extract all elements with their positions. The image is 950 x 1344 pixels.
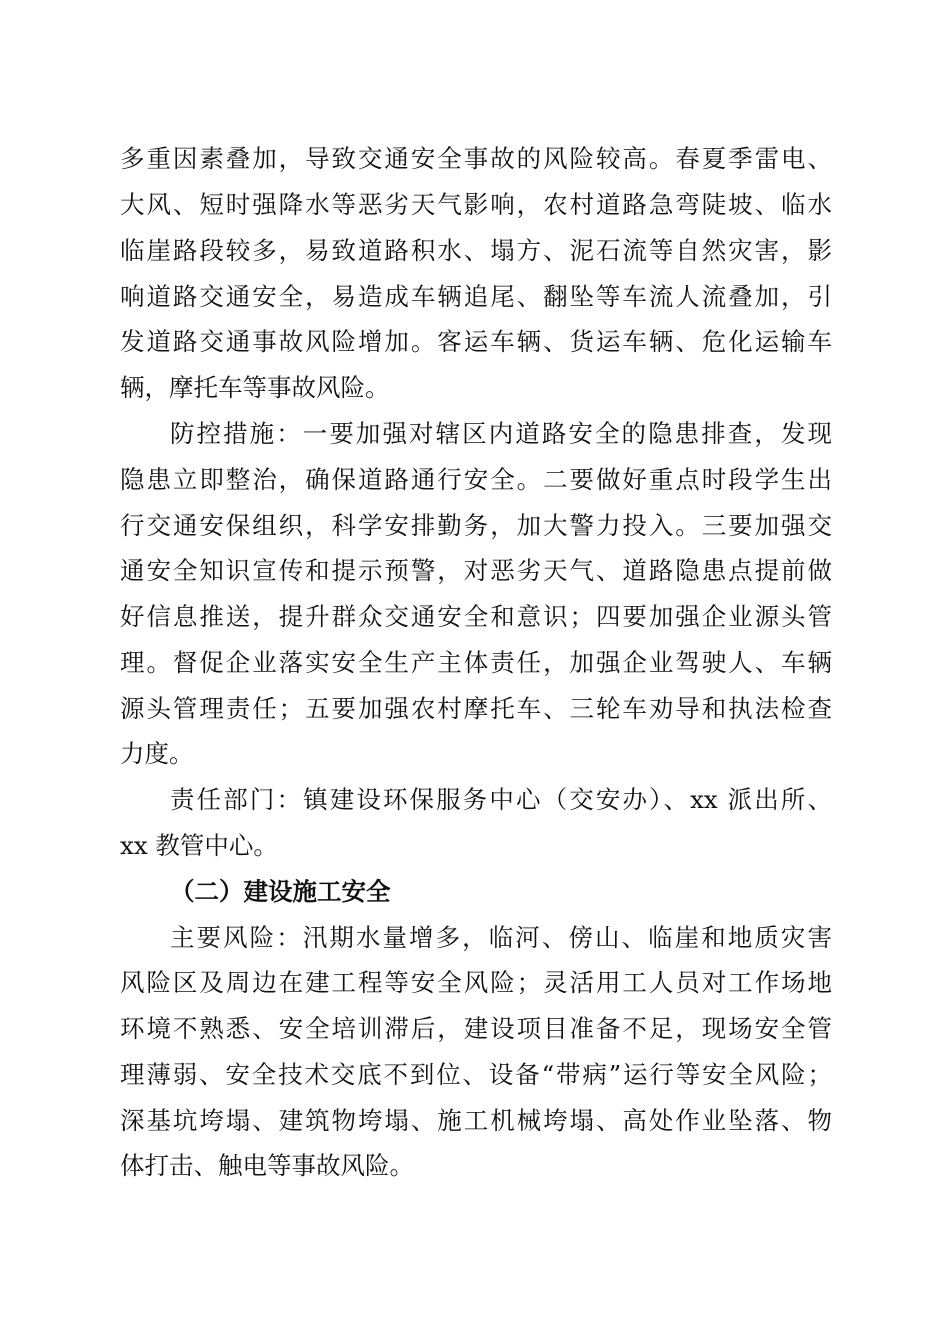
text-line: 隐患立即整治，确保道路通行安全。二要做好重点时段学生出 [120, 465, 832, 494]
text-line: 深基坑垮塌、建筑物垮塌、施工机械垮塌、高处作业坠落、物 [120, 1106, 832, 1135]
text-line: 力度。 [120, 739, 194, 768]
text-line: 大风、短时强降水等恶劣天气影响，农村道路急弯陡坡、临水 [120, 190, 832, 219]
text-line: 好信息推送，提升群众交通安全和意识；四要加强企业源头管 [120, 602, 832, 631]
paragraph-first-line: 责任部门：镇建设环保服务中心（交安办）、xx 派出所、 [170, 785, 832, 814]
text-line: 理。督促企业落实安全生产主体责任，加强企业驾驶人、车辆 [120, 648, 832, 677]
text-line: 理薄弱、安全技术交底不到位、设备“带病”运行等安全风险； [120, 1060, 832, 1089]
section-heading: （二）建设施工安全 [170, 877, 391, 906]
text-line: xx 教管中心。 [120, 831, 278, 860]
text-line: 源头管理责任；五要加强农村摩托车、三轮车劝导和执法检查 [120, 694, 832, 723]
text-line: 辆，摩托车等事故风险。 [120, 373, 390, 402]
text-line: 临崖路段较多，易致道路积水、塌方、泥石流等自然灾害，影 [120, 236, 832, 265]
paragraph-first-line: 防控措施：一要加强对辖区内道路安全的隐患排查，发现 [170, 419, 832, 448]
text-line: 体打击、触电等事故风险。 [120, 1151, 414, 1180]
text-line: 风险区及周边在建工程等安全风险；灵活用工人员对工作场地 [120, 968, 832, 997]
text-line: 响道路交通安全，易造成车辆追尾、翻坠等车流人流叠加，引 [120, 282, 832, 311]
paragraph-first-line: 主要风险：汛期水量增多，临河、傍山、临崖和地质灾害 [170, 923, 832, 952]
text-line: 发道路交通事故风险增加。客运车辆、货运车辆、危化运输车 [120, 327, 832, 356]
text-line: 通安全知识宣传和提示预警，对恶劣天气、道路隐患点提前做 [120, 556, 832, 585]
text-line: 环境不熟悉、安全培训滞后，建设项目准备不足，现场安全管 [120, 1014, 832, 1043]
text-line: 多重因素叠加，导致交通安全事故的风险较高。春夏季雷电、 [120, 144, 832, 173]
text-line: 行交通安保组织，科学安排勤务，加大警力投入。三要加强交 [120, 511, 832, 540]
